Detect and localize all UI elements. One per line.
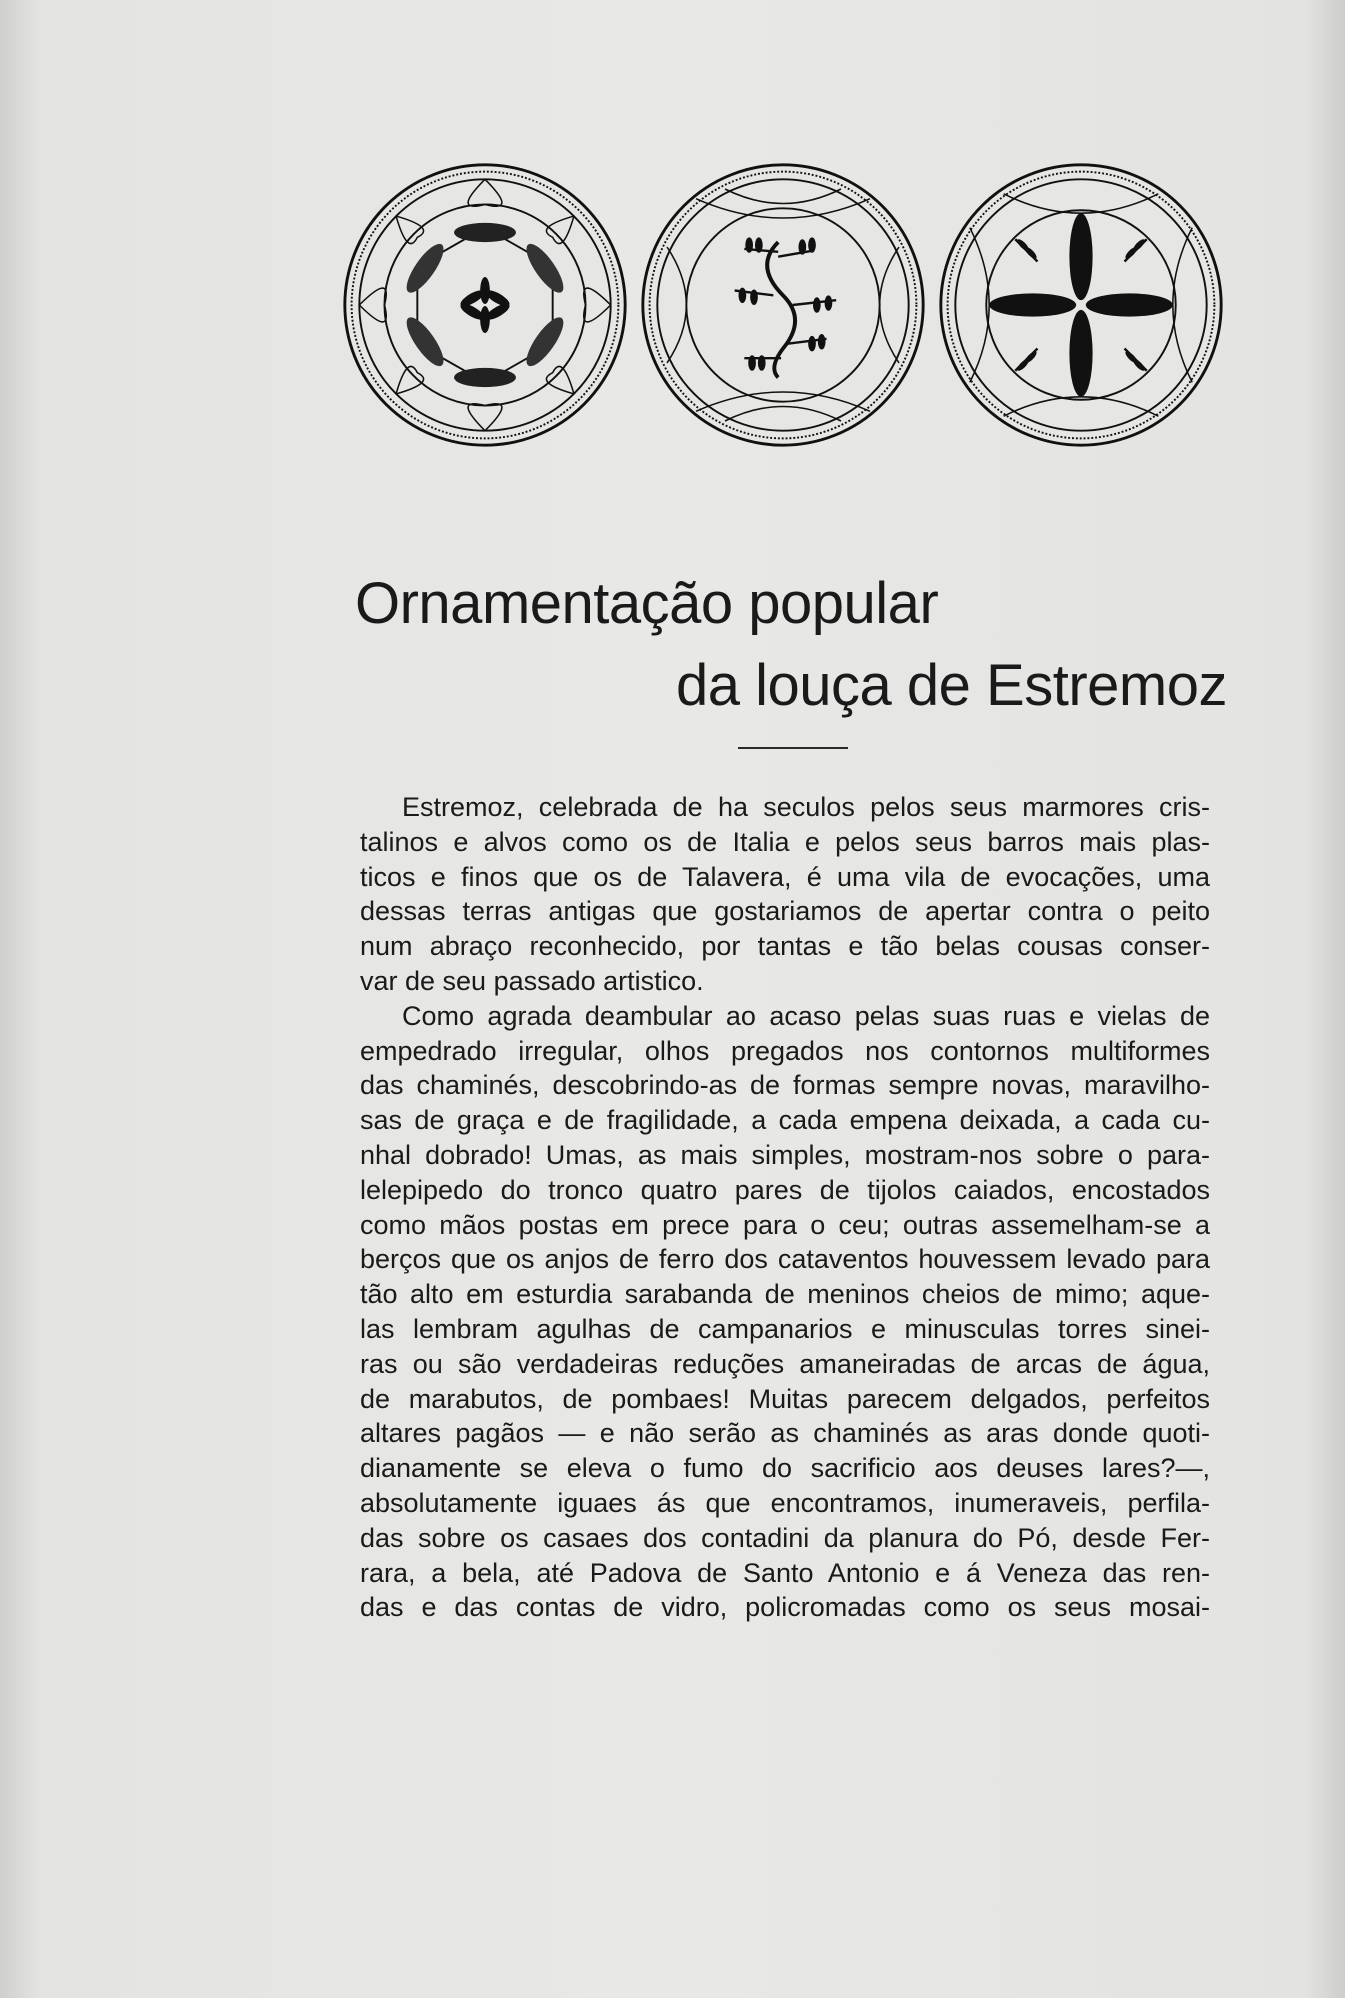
title-divider <box>738 747 848 749</box>
text-line: das chaminés, descobrindo-as de formas sempre novas, maravilho- <box>360 1070 1210 1101</box>
text-line: nhal dobrado! Umas, as mais simples, mostram-nos sobre o para- <box>360 1139 1210 1170</box>
plate-star-icon <box>340 160 630 450</box>
text-line: berços que os anjos de ferro dos cataventos houvessem levado para <box>360 1244 1210 1275</box>
plate-branch-icon <box>638 160 928 450</box>
text-line: rara, a bela, até Padova de Santo Antonio e á Veneza das ren- <box>360 1557 1210 1588</box>
text-line: absolutamente iguaes ás que encontramos, inumeraveis, perfila- <box>360 1487 1210 1518</box>
article-body <box>360 790 1210 1625</box>
text-line: var de seu passado artistico. <box>360 965 704 996</box>
text-line: como mãos postas em prece para o ceu; outras assemelham-se a <box>360 1209 1210 1240</box>
text-line: lelepipedo do tronco quatro pares de tijolos caiados, encostados <box>360 1174 1210 1205</box>
text-line: dianamente se eleva o fumo do sacrificio aos deuses lares?—, <box>360 1453 1210 1484</box>
text-line: Como agrada deambular ao acaso pelas suas ruas e vielas de <box>402 1000 1210 1031</box>
text-line: dessas terras antigas que gostariamos de apertar contra o peito <box>360 896 1210 927</box>
text-line: talinos e alvos como os de Italia e pelos seus barros mais plas- <box>360 826 1210 857</box>
text-line: num abraço reconhecido, por tantas e tão belas cousas conser- <box>360 931 1210 962</box>
text-line: tão alto em esturdia sarabanda de meninos cheios de mimo; aque- <box>360 1279 1210 1310</box>
text-line: empedrado irregular, olhos pregados nos contornos multiformes <box>360 1035 1210 1066</box>
text-line: ticos e finos que os de Talavera, é uma vila de evocações, uma <box>360 861 1210 892</box>
text-line: las lembram agulhas de campanarios e minusculas torres sinei- <box>360 1313 1210 1344</box>
text-line: sas de graça e de fragilidade, a cada empena deixada, a cada cu- <box>360 1105 1210 1136</box>
title-line-1: Ornamentação popular <box>355 571 939 636</box>
text-line: altares pagãos — e não serão as chaminés as aras donde quoti- <box>360 1418 1210 1449</box>
text-line: das e das contas de vidro, policromadas como os seus mosai- <box>360 1592 1210 1623</box>
text-line: Estremoz, celebrada de ha seculos pelos seus marmores cris- <box>402 792 1210 822</box>
text-line: das sobre os casaes dos contadini da planura do Pó, desde Fer- <box>360 1522 1210 1553</box>
plate-illustrations <box>340 160 1230 460</box>
plate-cross-icon <box>936 160 1226 450</box>
text-line: de marabutos, de pombaes! Muitas parecem delgados, perfeitos <box>360 1383 1210 1414</box>
text-line: ras ou são verdadeiras reduções amaneiradas de arcas de água, <box>360 1348 1210 1379</box>
title-line-2: da louça de Estremoz <box>676 653 1227 718</box>
